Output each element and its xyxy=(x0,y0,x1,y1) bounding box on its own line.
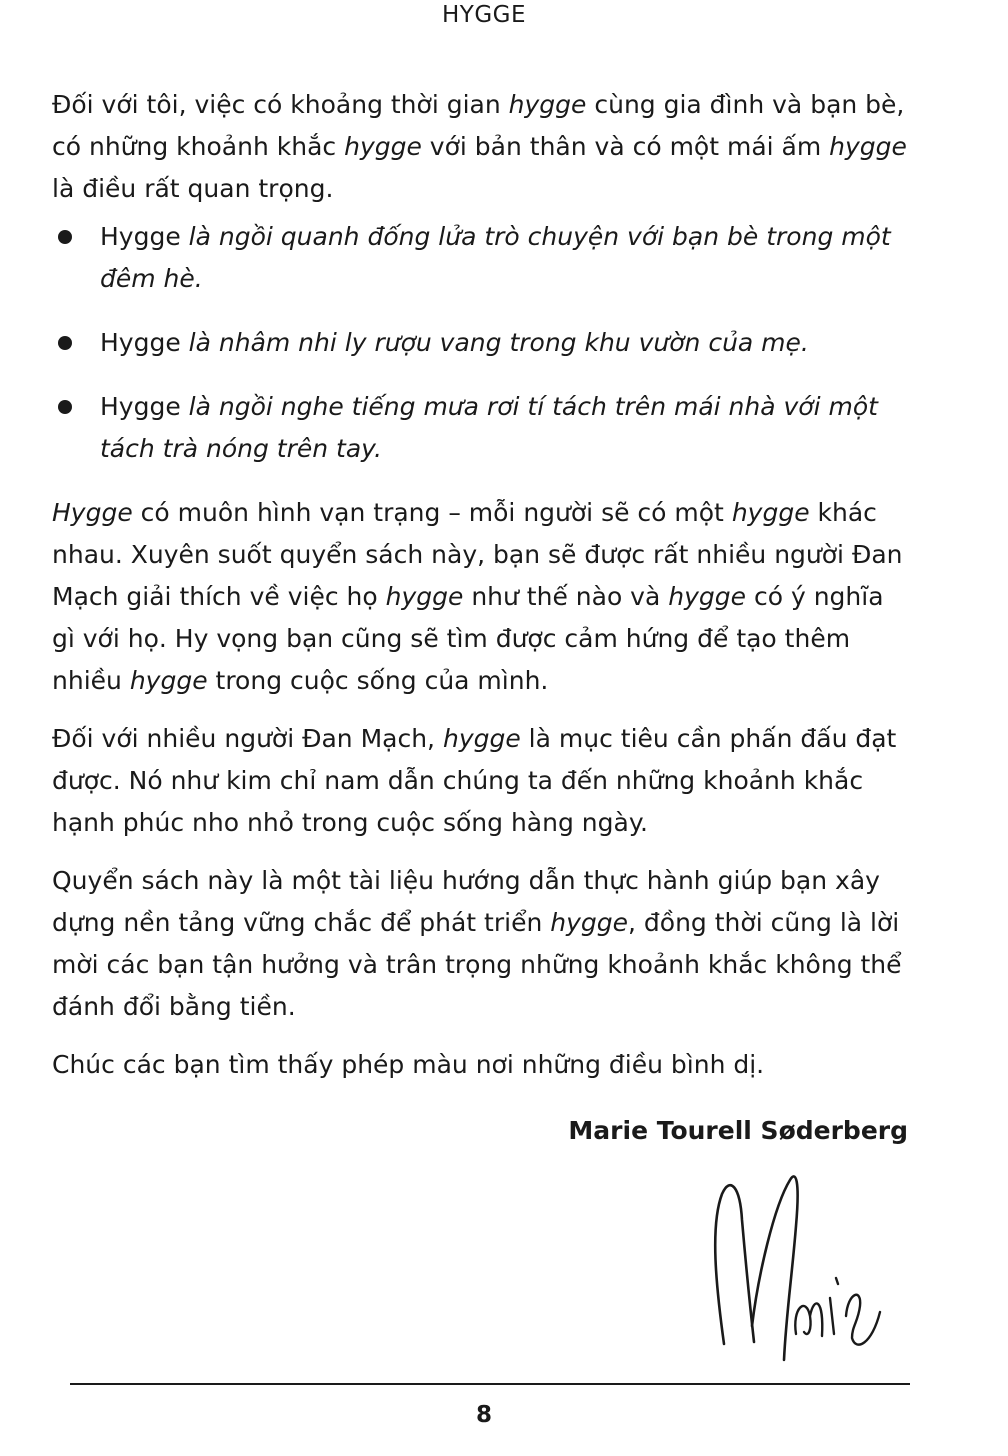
bullet-item xyxy=(52,386,908,470)
text-run: trong cuộc sống của mình. xyxy=(207,666,549,695)
paragraph-5 xyxy=(52,1044,908,1086)
text-run: Chúc các bạn tìm thấy phép màu nơi những điều bình dị. xyxy=(52,1050,765,1079)
text-run: là điều rất quan trọng. xyxy=(52,174,334,203)
bullet-lead: Hygge xyxy=(100,222,181,251)
emphasis: Hygge xyxy=(52,498,133,527)
emphasis: hygge xyxy=(508,90,587,119)
emphasis: hygge xyxy=(829,132,907,161)
author-name: Marie Tourell Søderberg xyxy=(568,1116,908,1145)
emphasis: hygge xyxy=(731,498,810,527)
bullet-list xyxy=(52,216,908,470)
text-run: Quyển sách này là một tài liệu hướng dẫn thực hành giúp bạn xây dựng nền tảng vững chắc để phát triển xyxy=(52,866,880,937)
text-run: có ý nghĩa gì với họ. Hy vọng bạn cũng sẽ tìm được cảm hứng để tạo thêm nhiều xyxy=(52,582,884,695)
text-run: cùng gia đình và bạn bè, có những khoảnh khắc xyxy=(52,90,905,161)
signature-image xyxy=(696,1166,896,1376)
footer-divider xyxy=(70,1383,910,1385)
emphasis: hygge xyxy=(442,724,521,753)
emphasis: hygge xyxy=(129,666,208,695)
bullet-item xyxy=(52,322,908,364)
bullet-item xyxy=(52,216,908,300)
paragraph-3 xyxy=(52,718,908,844)
text-run: Đối với tôi, việc có khoảng thời gian xyxy=(52,90,509,119)
text-run: , đồng thời cũng là lời mời các bạn tận hưởng và trân trọng những khoảnh khắc không thể đánh đổi bằng tiền. xyxy=(52,908,902,1021)
paragraph-2 xyxy=(52,492,908,702)
page-number: 8 xyxy=(475,1402,492,1428)
paragraph-4 xyxy=(52,860,908,1028)
bullet-lead: Hygge xyxy=(100,328,181,357)
text-run: là mục tiêu cần phấn đấu đạt được. Nó như kim chỉ nam dẫn chúng ta đến những khoảnh khắc hạnh phúc nho nhỏ trong cuộc sống hàng ngày. xyxy=(52,724,897,837)
text-run: với bản thân và có một mái ấm xyxy=(421,132,830,161)
running-header: HYGGE xyxy=(441,2,527,28)
bullet-lead: Hygge xyxy=(100,392,181,421)
bullet-text: là ngồi nghe tiếng mưa rơi tí tách trên mái nhà với một tách trà nóng trên tay. xyxy=(100,392,878,463)
text-run: Đối với nhiều người Đan Mạch, xyxy=(52,724,443,753)
bullet-text: là ngồi quanh đống lửa trò chuyện với bạn bè trong một đêm hè. xyxy=(100,222,891,293)
text-run: khác nhau. Xuyên suốt quyển sách này, bạn sẽ được rất nhiều người Đan Mạch giải thích về việc họ xyxy=(52,498,903,611)
text-run: như thế nào và xyxy=(463,582,669,611)
bullet-text: là nhâm nhi ly rượu vang trong khu vườn của mẹ. xyxy=(180,328,809,357)
body-text xyxy=(52,84,908,1086)
intro-paragraph xyxy=(52,84,908,210)
emphasis: hygge xyxy=(385,582,464,611)
emphasis: hygge xyxy=(344,132,422,161)
emphasis: hygge xyxy=(668,582,747,611)
emphasis: hygge xyxy=(550,908,629,937)
text-run: có muôn hình vạn trạng – mỗi người sẽ có một xyxy=(132,498,732,527)
